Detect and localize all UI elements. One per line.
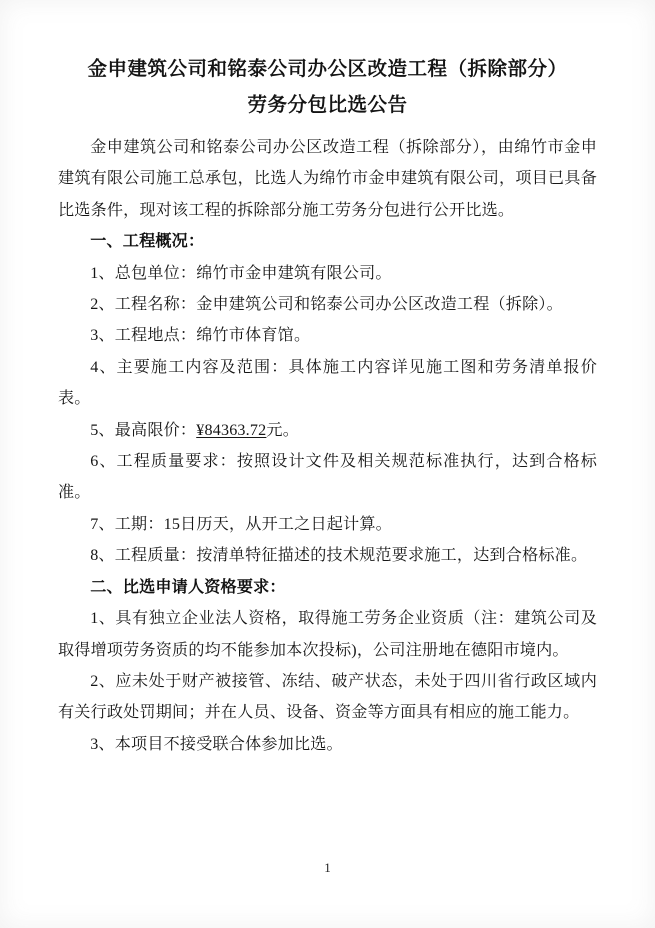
price-item-prefix: 5、最高限价： [90, 421, 197, 439]
section-heading-2: 二、比选申请人资格要求： [90, 578, 286, 596]
intro-paragraph: 金申建筑公司和铭泰公司办公区改造工程（拆除部分），由绵竹市金申建筑有限公司施工总承包，比选人为绵竹市金申建筑有限公司，项目已具备比选条件，现对该工程的拆除部分施工劳务分包进行公开比选。 [58, 139, 597, 219]
section-1-item-4: 4、主要施工内容及范围：具体施工内容详见施工图和劳务清单报价表。 [58, 358, 597, 408]
section-1-item-5 [58, 415, 597, 446]
page-number: 1 [324, 860, 331, 875]
section-2-item-1: 1、具有独立企业法人资格，取得施工劳务企业资质（注：建筑公司及取得增项劳务资质的均不能参加本次投标)，公司注册地在德阳市境内。 [58, 610, 597, 659]
section-2-item-3: 3、本项目不接受联合体参加比选。 [90, 735, 343, 753]
section-2-item-2: 2、应未处于财产被接管、冻结、破产状态，未处于四川省行政区域内有关行政处罚期间；并在人员、设备、资金等方面具有相应的施工能力。 [58, 672, 597, 722]
price-value: ¥84363.72 [196, 421, 267, 439]
section-heading-1: 一、工程概况： [90, 233, 205, 251]
document-title-line-1: 金申建筑公司和铭泰公司办公区改造工程（拆除部分） [87, 59, 568, 80]
section-1-item-2: 2、工程名称：金申建筑公司和铭泰公司办公区改造工程（拆除）。 [90, 296, 563, 314]
section-1-item-7: 7、工期：15日历天，从开工之日起计算。 [90, 515, 392, 533]
section-1-item-6: 6、工程质量要求：按照设计文件及相关规范标准执行，达到合格标准。 [58, 453, 597, 502]
document-title-line-2: 劳务分包比选公告 [247, 95, 408, 116]
section-1-item-3: 3、工程地点：绵竹市体育馆。 [90, 327, 311, 345]
section-1-item-8: 8、工程质量：按清单特征描述的技术规范要求施工，达到合格标准。 [90, 547, 588, 565]
section-1-item-1: 1、总包单位：绵竹市金申建筑有限公司。 [90, 264, 392, 282]
price-item-suffix: 元。 [266, 421, 299, 439]
